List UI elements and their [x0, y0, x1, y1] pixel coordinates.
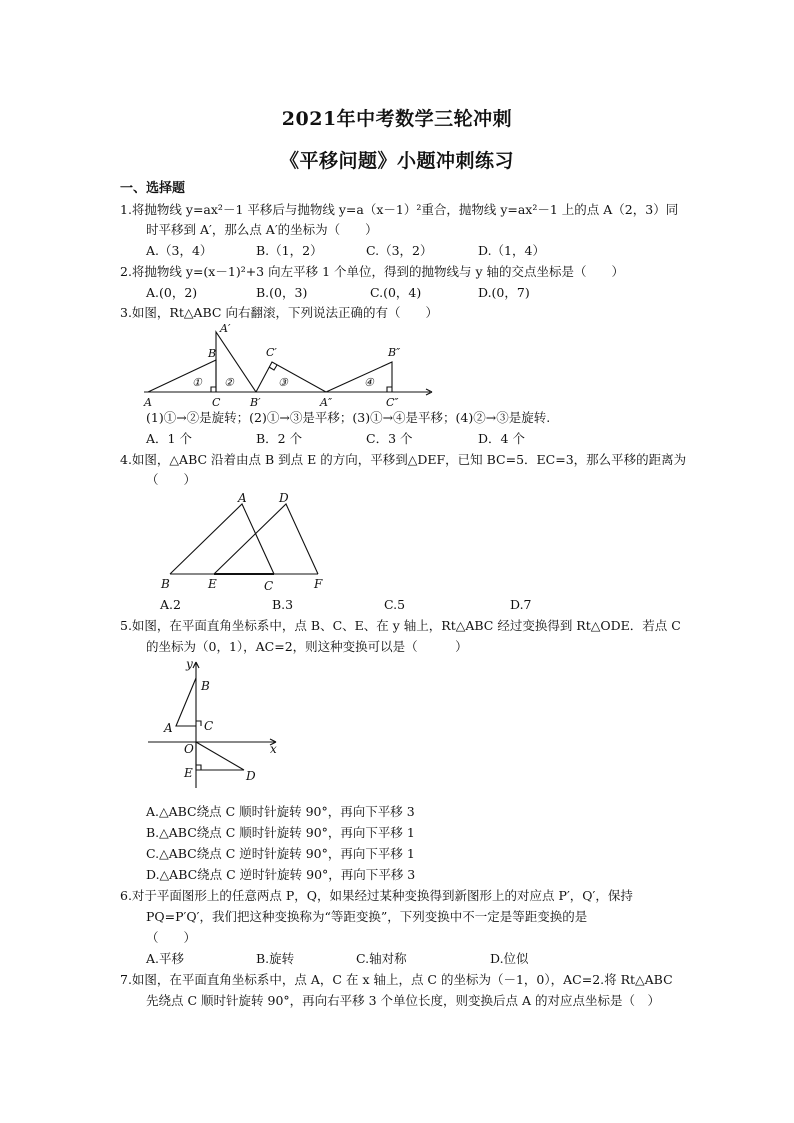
- q4-triangle-abc: [170, 504, 274, 574]
- q1-option-c: C.（3，2）: [366, 243, 433, 258]
- q3-region-2: ②: [224, 376, 234, 389]
- page-title: 2021年中考数学三轮冲刺: [281, 108, 513, 130]
- q3-label-b-double-prime: B″: [388, 346, 401, 359]
- q3-region-3: ③: [278, 376, 288, 389]
- q3-right-angle-4: [387, 387, 392, 392]
- q3-option-b: B．2 个: [256, 431, 303, 446]
- page-subtitle: 《平移问题》小题冲刺练习: [279, 150, 514, 172]
- q5-label-x: x: [270, 742, 277, 756]
- q3-option-a: A．1 个: [146, 431, 192, 446]
- q6-option-a: A.平移: [146, 951, 185, 966]
- q1-line1: 1.将抛物线 y=ax²－1 平移后与抛物线 y=a（x－1）²重合，抛物线 y=ax²－1 上的点 A（2，3）同: [120, 202, 679, 217]
- q3-label-a-prime: A′: [220, 322, 231, 335]
- q3-region-1: ①: [192, 376, 202, 389]
- q5-right-angle-e: [196, 765, 201, 770]
- q3-label-a: A: [144, 396, 152, 409]
- q4-label-f: F: [314, 577, 323, 591]
- q4-translated-triangles-figure: [156, 490, 346, 594]
- q6-line3: （ ）: [146, 930, 197, 945]
- q2-option-b: B.(0，3): [256, 285, 308, 300]
- q4-line2: （ ）: [146, 472, 197, 487]
- q5-label-a: A: [164, 721, 173, 735]
- q5-right-angle-c: [196, 721, 201, 726]
- q4-line1: 4.如图，△ABC 沿着由点 B 到点 E 的方向，平移到△DEF，已知 BC=5．EC=3，那么平移的距离为: [120, 452, 687, 467]
- q4-option-a: A.2: [160, 597, 181, 612]
- q3-label-c-double-prime: C″: [386, 396, 399, 409]
- section-heading: 一、选择题: [120, 181, 186, 196]
- q5-option-a: A.△ABC绕点 C 顺时针旋转 90°，再向下平移 3: [146, 804, 415, 819]
- q5-label-y: y: [186, 657, 193, 671]
- q2-option-d: D.(0，7): [478, 285, 530, 300]
- q7-line2: 先绕点 C 顺时针旋转 90°，再向右平移 3 个单位长度，则变换后点 A 的对应点坐标是（ ）: [146, 993, 661, 1008]
- q4-label-a: A: [238, 491, 247, 505]
- q5-line1: 5.如图，在平面直角坐标系中，点 B、C、E、在 y 轴上，Rt△ABC 经过变换得到 Rt△ODE．若点 C: [120, 618, 681, 633]
- q3-option-c: C．3 个: [366, 431, 413, 446]
- q4-triangle-def: [214, 504, 318, 574]
- q5-option-d: D.△ABC绕点 C 逆时针旋转 90°，再向下平移 3: [146, 867, 416, 882]
- q3-triangle-3: [256, 362, 326, 392]
- q4-label-b: B: [161, 577, 170, 591]
- q3-label-c: C: [212, 396, 221, 409]
- q3-region-4: ④: [364, 376, 374, 389]
- q4-label-d: D: [279, 491, 289, 505]
- q5-label-d: D: [246, 769, 256, 783]
- q5-option-c: C.△ABC绕点 C 逆时针旋转 90°，再向下平移 1: [146, 846, 415, 861]
- q5-triangle-abc: [176, 678, 196, 726]
- q3-label-a-double-prime: A″: [320, 396, 333, 409]
- q1-option-d: D.（1，4）: [478, 243, 545, 258]
- q3-triangle-2: [216, 332, 256, 392]
- q6-line2: PQ=P′Q′，我们把这种变换称为“等距变换”，下列变换中不一定是等距变换的是: [146, 909, 588, 924]
- q6-option-d: D.位似: [490, 951, 529, 966]
- q4-option-d: D.7: [510, 597, 532, 612]
- q3-triangle-4: [326, 362, 392, 392]
- q6-option-b: B.旋转: [256, 951, 295, 966]
- q4-option-c: C.5: [384, 597, 406, 612]
- q3-option-d: D．4 个: [478, 431, 525, 446]
- q5-label-o: O: [184, 742, 194, 756]
- q5-label-b: B: [201, 679, 210, 693]
- q5-line2: 的坐标为（0，1），AC=2，则这种变换可以是（ ）: [146, 639, 468, 654]
- q4-option-b: B.3: [272, 597, 294, 612]
- q5-option-b: B.△ABC绕点 C 顺时针旋转 90°，再向下平移 1: [146, 825, 415, 840]
- q7-line1: 7.如图，在平面直角坐标系中，点 A，C 在 x 轴上，点 C 的坐标为（－1，0），AC=2.将 Rt△ABC: [120, 972, 673, 987]
- q2-option-c: C.(0，4): [370, 285, 422, 300]
- q5-coordinate-figure: [146, 656, 282, 792]
- q2-line1: 2.将抛物线 y=(x－1)²+3 向左平移 1 个单位，得到的抛物线与 y 轴的交点坐标是（ ）: [120, 264, 625, 279]
- q3-label-b: B: [208, 347, 217, 360]
- q6-option-c: C.轴对称: [356, 951, 407, 966]
- q3-triangle-1: [148, 360, 216, 392]
- q3-statement: (1)①→②是旋转；(2)①→③是平移；(3)①→④是平移；(4)②→③是旋转.: [146, 410, 551, 425]
- q6-line1: 6.对于平面图形上的任意两点 P，Q，如果经过某种变换得到新图形上的对应点 P′，Q′，保持: [120, 888, 633, 903]
- q3-label-b-prime: B′: [250, 396, 261, 409]
- q1-option-b: B.（1，2）: [256, 243, 323, 258]
- q4-label-c: C: [264, 579, 274, 593]
- q1-line2: 时平移到 A′，那么点 A′的坐标为（ ）: [146, 222, 378, 237]
- q4-label-e: E: [208, 577, 217, 591]
- q3-rolling-triangle-figure: [140, 322, 440, 410]
- q3-right-angle-1: [211, 387, 216, 392]
- q3-label-c-prime: C′: [266, 346, 277, 359]
- q1-option-a: A.（3，4）: [146, 243, 213, 258]
- q5-label-e: E: [184, 766, 193, 780]
- q3-line1: 3.如图，Rt△ABC 向右翻滚，下列说法正确的有（ ）: [120, 305, 438, 320]
- q2-option-a: A.(0，2): [146, 285, 198, 300]
- q5-label-c: C: [204, 719, 214, 733]
